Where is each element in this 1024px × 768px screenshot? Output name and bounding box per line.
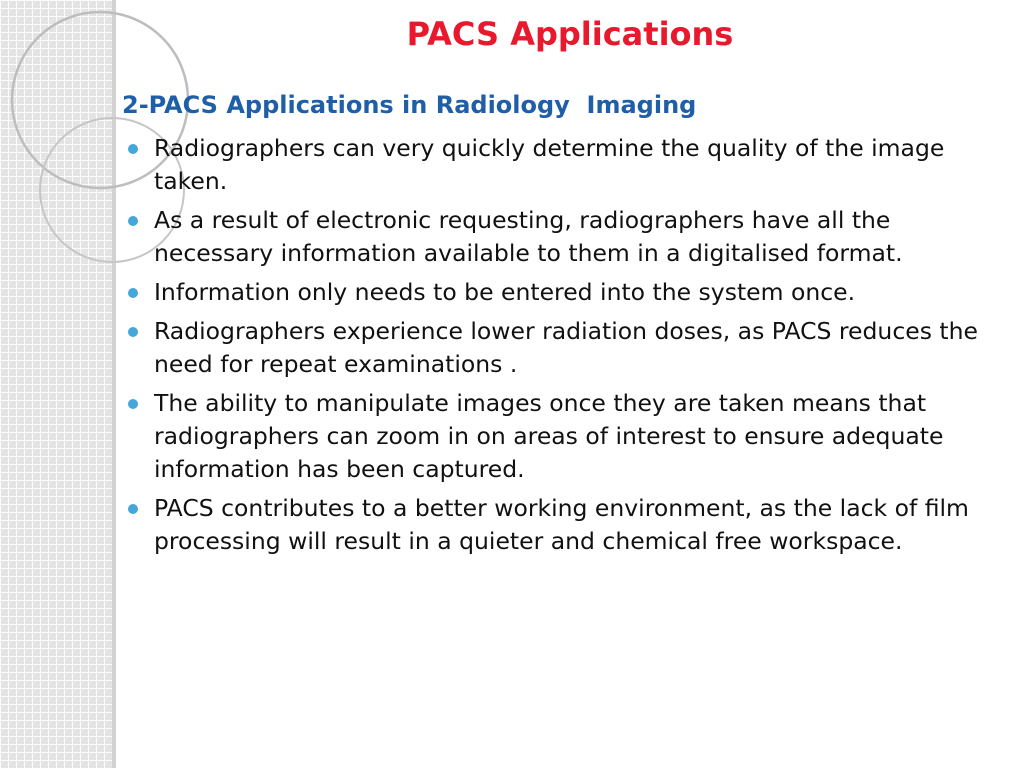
bullet-text: PACS contributes to a better working environment, as the lack of film processing will result in a quieter and chemical free workspace. <box>154 494 969 555</box>
bullet-text: As a result of electronic requesting, radiographers have all the necessary information available to them in a digitalised format. <box>154 206 903 267</box>
bullet-dot-icon <box>128 504 138 514</box>
bullet-dot-icon <box>128 216 138 226</box>
bullet-item <box>124 492 1004 558</box>
slide-subtitle: 2-PACS Applications in Radiology Imaging <box>122 91 697 119</box>
bullet-text: Radiographers can very quickly determine the quality of the image taken. <box>154 134 945 195</box>
bullet-item <box>124 387 1004 486</box>
slide-title: PACS Applications <box>406 15 734 53</box>
bullet-dot-icon <box>128 144 138 154</box>
bullet-list <box>124 132 1004 564</box>
bullet-item <box>124 132 1004 198</box>
bullet-item <box>124 276 1004 309</box>
bullet-dot-icon <box>128 327 138 337</box>
bullet-text: Information only needs to be entered into the system once. <box>154 278 856 306</box>
bullet-item <box>124 315 1004 381</box>
bullet-item <box>124 204 1004 270</box>
bullet-text: Radiographers experience lower radiation doses, as PACS reduces the need for repeat examinations . <box>154 317 978 378</box>
bullet-dot-icon <box>128 399 138 409</box>
bullet-text: The ability to manipulate images once they are taken means that radiographers can zoom in on areas of interest to ensure adequate information has been captured. <box>154 389 944 483</box>
bullet-dot-icon <box>128 288 138 298</box>
